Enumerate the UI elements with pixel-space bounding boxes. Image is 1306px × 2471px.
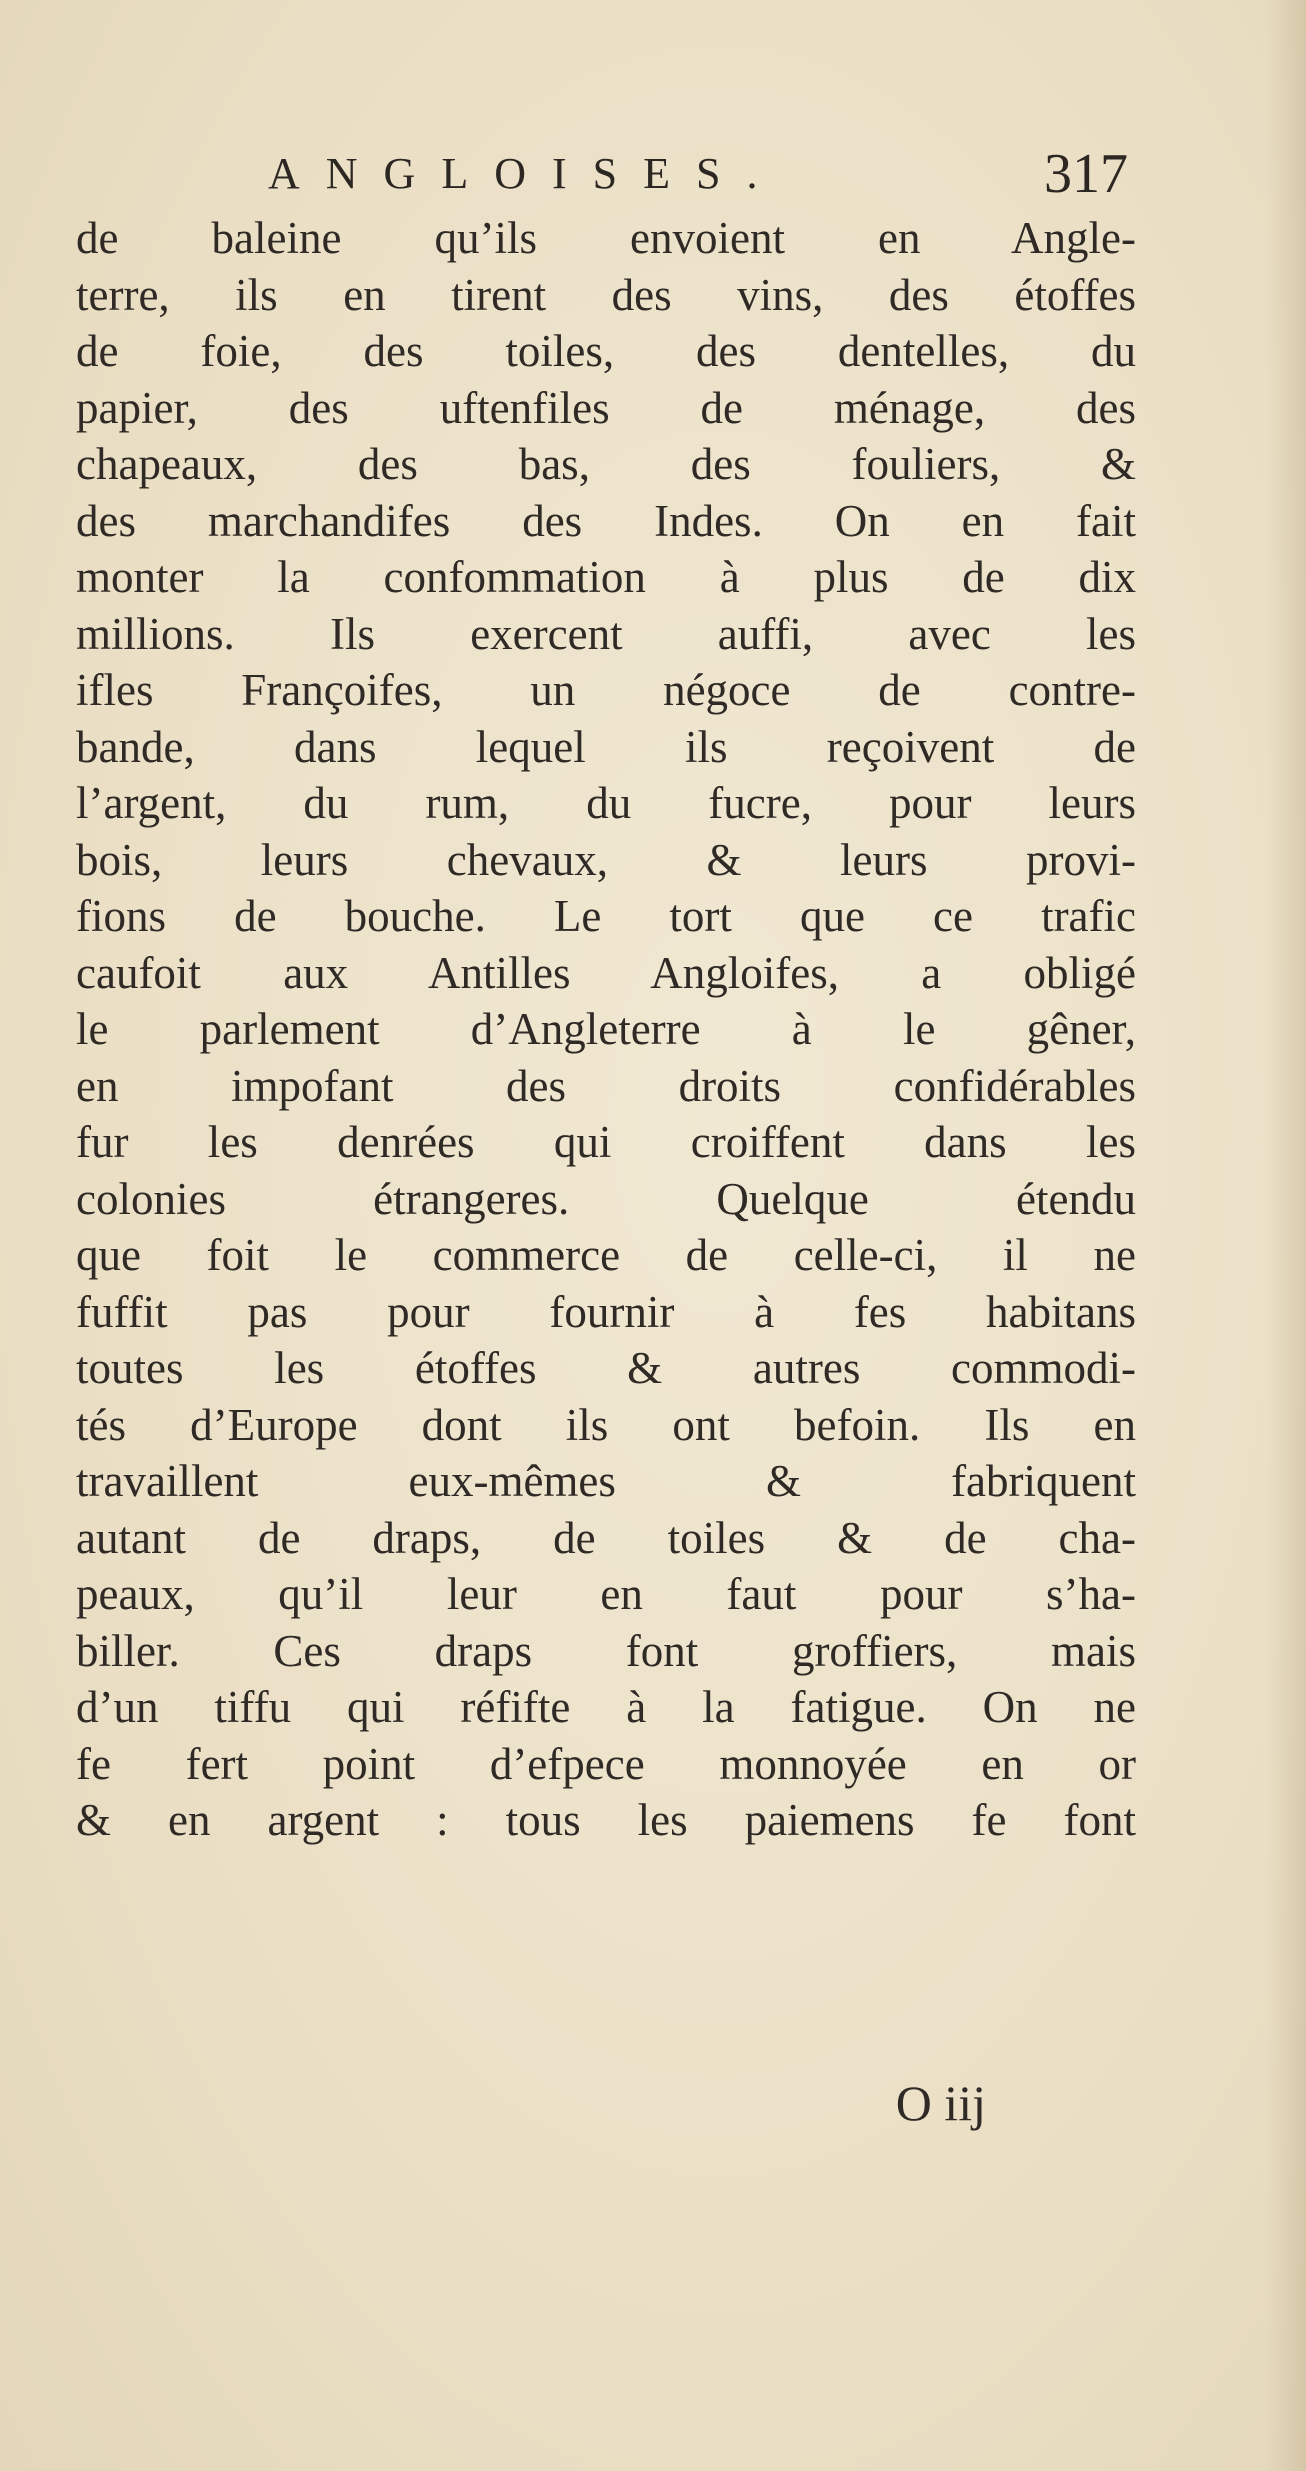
text-line: de foie, des toiles, des dentelles, du	[76, 326, 1136, 376]
text-line: biller. Ces draps font groffiers, mais	[76, 1625, 1136, 1676]
text-line: fuffit pas pour fournir à fes habitans	[76, 1286, 1136, 1337]
text-line: de baleine qu’ils envoient en Angle-	[76, 213, 1136, 263]
text-line: fions de bouche. Le tort que ce trafic	[76, 891, 1136, 941]
page-header	[268, 132, 1128, 212]
text-line: toutes les étoffes & autres commodi-	[76, 1343, 1136, 1393]
text-line: bois, leurs chevaux, & leurs provi-	[76, 834, 1136, 885]
text-line: d’un tiffu qui réfifte à la fatigue. On ne	[76, 1682, 1136, 1732]
text-line: fur les denrées qui croiffent dans les	[76, 1117, 1136, 1167]
body-text	[76, 210, 1136, 1849]
text-line: en impofant des droits confidérables	[76, 1060, 1136, 1111]
text-line: travaillent eux-mêmes & fabriquent	[76, 1456, 1136, 1506]
text-line: peaux, qu’il leur en faut pour s’ha-	[76, 1569, 1136, 1619]
text-line: & en argent : tous les paiemens fe font	[76, 1795, 1136, 1845]
text-line: que foit le commerce de celle-ci, il ne	[76, 1230, 1136, 1280]
text-line: bande, dans lequel ils reçoivent de	[76, 721, 1136, 772]
page-number: 317	[1044, 143, 1128, 205]
text-line: ifles Françoifes, un négoce de contre-	[76, 665, 1136, 715]
text-line: millions. Ils exercent auffi, avec les	[76, 608, 1136, 659]
text-line: l’argent, du rum, du fucre, pour leurs	[76, 778, 1136, 828]
signature-mark: O iij	[895, 2075, 986, 2131]
running-title: ANGLOISES.	[268, 149, 784, 198]
text-line: papier, des uftenfiles de ménage, des	[76, 382, 1136, 433]
text-line: terre, ils en tirent des vins, des étoffes	[76, 269, 1136, 320]
page-footer	[76, 2070, 1136, 2150]
text-line: caufoit aux Antilles Angloifes, a obligé	[76, 947, 1136, 998]
text-line: colonies étrangeres. Quelque étendu	[76, 1173, 1136, 1224]
text-line: monter la confommation à plus de dix	[76, 552, 1136, 602]
text-line: le parlement d’Angleterre à le gêner,	[76, 1004, 1136, 1054]
text-line: fe fert point d’efpece monnoyée en or	[76, 1738, 1136, 1789]
text-line: chapeaux, des bas, des fouliers, &	[76, 439, 1136, 489]
text-line: des marchandifes des Indes. On en fait	[76, 495, 1136, 546]
text-line: autant de draps, de toiles & de cha-	[76, 1512, 1136, 1563]
text-line: tés d’Europe dont ils ont befoin. Ils en	[76, 1399, 1136, 1450]
